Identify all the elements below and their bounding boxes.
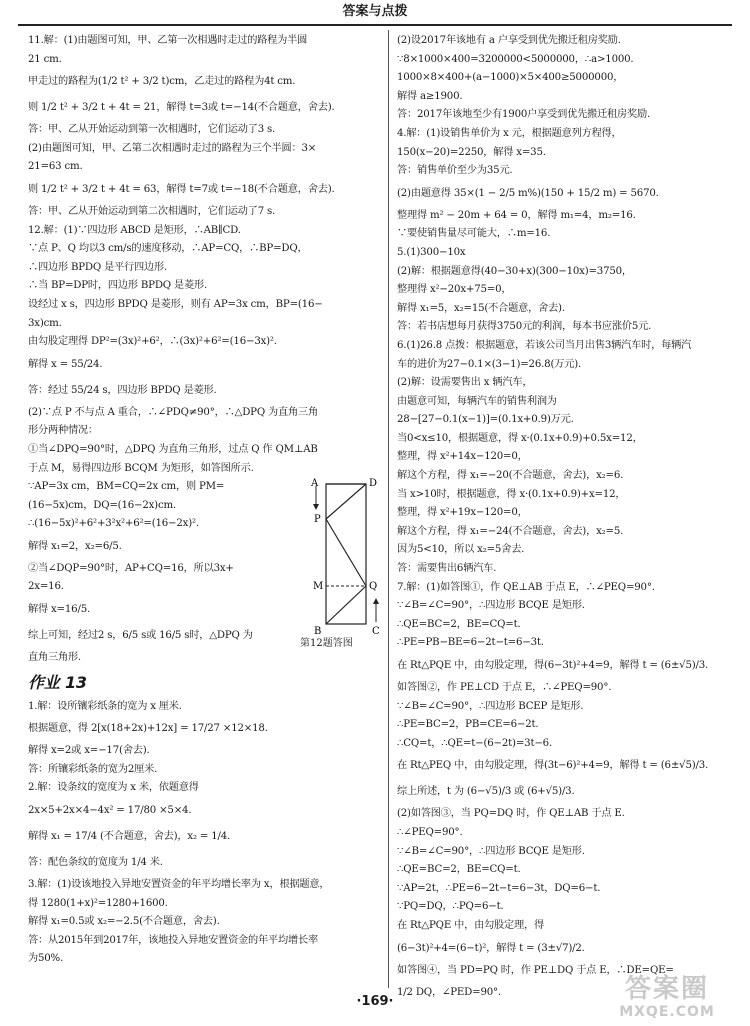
text-line: 如答图②，作 PE⊥CD 于点 E，∴∠PEQ=90°. — [397, 682, 612, 693]
text-line: ①当∠DPQ=90°时，△DPQ 为直角三角形，过点 Q 作 QM⊥AB — [28, 443, 318, 455]
segment-pq — [326, 519, 366, 586]
text-line: 答：所镶彩纸条的宽为2厘米. — [28, 763, 158, 775]
text-line: 解得 x=2或 x=−17(舍去). — [28, 745, 150, 757]
text-line: ∵∠B=∠C=90°，∴四边形 BCQE 是矩形. — [397, 845, 585, 857]
text-line: 21=63 cm. — [28, 161, 83, 173]
text-line: 答：2017年该地至少有1900户享受到优先搬迁租房奖励. — [397, 109, 651, 121]
text-line: 整理得 m² − 20m + 64 = 0，解得 m₁=4，m₂=16. — [397, 209, 636, 221]
text-line: 28−[27−0.1(x−1)]=(0.1x+0.9)万元. — [397, 414, 574, 426]
text-line: ∵8×1000×400=3200000<5000000，∴a>1000. — [397, 53, 634, 65]
text-line: ∴QE=BC=2，BE=CQ=t. — [397, 618, 521, 630]
text-line: ∴当 BP=DP时，四边形 BPDQ 是菱形. — [28, 280, 207, 292]
text-line: 综上可知，经过2 s，6/5 s或 16/5 s时，△DPQ 为 — [28, 630, 253, 642]
header-rule — [18, 24, 732, 26]
text-line: 车的进价为27−0.1×(3−1)=26.8(万元). — [397, 358, 582, 370]
text-line: ∵点 P、Q 均以3 cm/s的速度移动，∴AP=CQ，∴BP=DQ， — [28, 243, 308, 255]
text-line: 则 1/2 t² + 3/2 t + 4t = 21，解得 t=3或 t=−14(不合题意，舍去). — [28, 102, 335, 114]
text-line: 在 Rt△PQE 中，由勾股定理，得 — [397, 919, 544, 931]
text-line: 综上所述，t 为 (6−√5)/3 或 (6+√5)/3. — [397, 786, 575, 798]
arrow-c-head — [373, 598, 379, 604]
text-line: 根据题意，得 2[x(18+2x)+12x] = 17/27 ×12×18. — [28, 723, 268, 735]
text-line: 6.(1)26.8 点拨：根据题意，若该公司当月出售3辆汽车时，每辆汽 — [397, 339, 692, 351]
text-line: ∵∠B=∠C=90°，∴四边形 BCEP 是矩形. — [397, 700, 584, 712]
label-q: Q — [369, 581, 378, 592]
text-line: 答：从2015年到2017年，该地投入异地安置资金的年平均增长率 — [28, 934, 318, 946]
text-line: ∴∠PEQ=90°. — [397, 826, 463, 838]
text-line: 解得 a≥1900. — [397, 90, 463, 102]
text-line: (2)由题图可知，甲、乙第二次相遇时走过的路程为三个半圆：3× — [28, 142, 317, 154]
text-line: 答：若书店想每月获得3750元的利润，每本书应涨价5元. — [397, 321, 652, 333]
text-line: 21 cm. — [28, 53, 62, 65]
watermark-text-top: 答案圈 — [624, 974, 709, 1004]
text-line: 2x=16. — [28, 581, 64, 593]
text-line: 整理，得 x²+19x−120=0， — [397, 507, 528, 519]
text-line: 答：经过 55/24 s，四边形 BPDQ 是菱形. — [28, 384, 217, 396]
header-title: 答案与点拨 — [342, 4, 408, 19]
text-line: (16−5x)cm，DQ=(16−2x)cm. — [28, 499, 176, 511]
text-line: ∴PE=PB−BE=6−2t−t=6−3t. — [397, 637, 544, 649]
text-line: ∴四边形 BPDQ 是平行四边形. — [28, 261, 168, 273]
watermark-text-bottom: MXQE.COM — [619, 1004, 715, 1020]
text-line: ∵AP=2t，∴PE=6−2t−t=6−3t，DQ=6−t. — [397, 882, 601, 894]
text-line: 由勾股定理得 DP²=(3x)²+6²，∴(3x)²+6²=(16−3x)². — [28, 336, 277, 348]
right-column — [397, 32, 732, 1006]
text-line: 1000×8×400+(a−1000)×5×400≥5000000， — [397, 72, 624, 84]
text-line: 解得 x=16/5. — [28, 604, 91, 616]
section-title: 作业 13 — [28, 672, 87, 692]
label-d: D — [369, 478, 378, 489]
text-line: (2)由题意得 35×(1 − 2/5 m%)(150 + 15/2 m) = 5670. — [397, 187, 659, 199]
text-line: 直角三角形. — [28, 652, 81, 664]
text-line: 7.解：(1)如答图①，作 QE⊥AB 于点 E，∴∠PEQ=90°. — [397, 581, 655, 593]
segment-qb — [326, 586, 366, 624]
text-line: 整理得 x²−20x+75=0， — [397, 284, 512, 296]
text-line: 答：配色条纹的宽度为 1/4 米. — [28, 857, 163, 869]
text-line: (2)设2017年该地有 a 户享受到优先搬迁租房奖励. — [397, 35, 621, 46]
text-line: 解得 x₁=5，x₂=15(不合题意，舍去). — [397, 302, 565, 314]
text-line: 解这个方程，得 x₁=−20(不合题意，舍去)，x₂=6. — [397, 470, 624, 482]
text-line: 整理，得 x²+14x−120=0， — [397, 451, 528, 463]
geometry-figure — [310, 474, 388, 639]
label-a: A — [311, 478, 319, 489]
text-line: (2)如答图③，当 PQ=DQ 时，作 QE⊥AB 于点 E. — [397, 808, 625, 820]
text-line: 如答图④，当 PD=PQ 时，作 PE⊥DQ 于点 E，∴DE=QE= — [397, 964, 674, 976]
text-line: 当 x>10时，根据题意，得 x·(0.1x+0.9)+x=12， — [397, 488, 626, 500]
text-line: 设经过 x s，四边形 BPDQ 是菱形，则有 AP=3x cm，BP=(16− — [28, 298, 323, 310]
text-line: ∴(16−5x)²+6²+3²x²+6²=(16−2x)². — [28, 518, 199, 530]
text-line: 答：甲、乙从开始运动到第一次相遇时，它们运动了3 s. — [28, 124, 276, 136]
arrow-a-head — [313, 504, 319, 510]
text-line: ∴CQ=t，∴QE=t−(6−2t)=3t−6. — [397, 737, 552, 749]
text-line: (2)∵点 P 不与点 A 重合，∴∠PDQ≠90°，∴△DPQ 为直角三角 — [28, 406, 318, 418]
text-line: 解这个方程，得 x₁=−24(不合题意，舍去)，x₂=5. — [397, 525, 624, 537]
text-line: ∵要使销售量尽可能大，∴m=16. — [397, 228, 551, 240]
text-line: 3.解：(1)设该地投入异地安置资金的年平均增长率为 x，根据题意， — [28, 879, 330, 891]
text-line: 2x×5+2x×4−4x² = 17/80 ×5×4. — [28, 805, 192, 817]
text-line: 甲走过的路程为(1/2 t² + 3/2 t)cm，乙走过的路程为4t cm. — [28, 76, 296, 88]
label-m: M — [313, 581, 324, 592]
text-line: ∵∠B=∠C=90°，∴四边形 BCQE 是矩形. — [397, 600, 585, 612]
text-line: 3x)cm. — [28, 317, 62, 329]
text-line: (2)解：根据题意得(40−30+x)(300−10x)=3750， — [397, 265, 632, 277]
column-divider — [388, 30, 389, 988]
text-line: 答：需要售出6辆汽车. — [397, 563, 497, 575]
text-line: 12.解：(1)∵四边形 ABCD 是矩形，∴AB∥CD. — [28, 224, 241, 236]
text-line: 4.解：(1)设销售单价为 x 元，根据题意列方程得， — [397, 127, 622, 139]
text-line: 在 Rt△PQE 中，由勾股定理，得(6−3t)²+4=9，解得 t = (6±√5)/3. — [397, 660, 709, 671]
text-line: 形分两种情况： — [28, 425, 98, 437]
text-line: ∵PQ=DQ，∴PQ=6−t. — [397, 901, 504, 913]
text-line: ∴QE=BC=2，BE=CQ=t. — [397, 864, 521, 876]
figure-svg — [310, 474, 388, 639]
text-line: 由题意可知，每辆汽车的销售利润为 — [397, 395, 557, 407]
text-line: 1/2 DQ，∠PED=90°. — [397, 987, 501, 999]
text-line: 在 Rt△PEQ 中，由勾股定理，得(3t−6)²+4=9，解得 t = (6±√5)/3. — [397, 760, 709, 772]
text-line: 1.解：设所镶彩纸条的宽为 x 厘米. — [28, 700, 182, 712]
text-line: 解得 x₁ = 17/4 (不合题意，舍去)，x₂ = 1/4. — [28, 831, 231, 843]
segment-dp — [326, 484, 366, 519]
text-line: 150(x−20)=2250，解得 x=35. — [397, 146, 546, 158]
text-line: 于点 M，易得四边形 BCQM 为矩形，如答图所示. — [28, 462, 254, 474]
label-c: C — [372, 626, 380, 637]
text-line: 解得 x₁=0.5或 x₂=−2.5(不合题意，舍去). — [28, 916, 220, 928]
text-line: 为50%. — [28, 953, 64, 965]
text-line: 因为5<10，所以 x₂=5舍去. — [397, 544, 525, 556]
text-line: ∵AP=3x cm，BM=CQ=2x cm，则 PM= — [28, 481, 225, 493]
text-line: 答：销售单价至少为35元. — [397, 165, 513, 177]
figure-caption: 第12题答图 — [300, 638, 353, 649]
text-line: (2)解：设需要售出 x 辆汽车， — [397, 377, 533, 389]
text-line: (6−3t)²+4=(6−t)²，解得 t = (3±√7)/2. — [397, 942, 585, 954]
label-b: B — [314, 626, 322, 637]
text-line: 11.解：(1)由题图可知，甲、乙第一次相遇时走过的路程为半圆 — [28, 35, 308, 46]
text-line: 答：甲、乙从开始运动到第二次相遇时，它们运动了7 s. — [28, 205, 276, 217]
label-p: P — [314, 514, 321, 525]
text-line: 当0<x≤10，根据题意，得 x·(0.1x+0.9)+0.5x=12， — [397, 432, 643, 444]
text-line: ②当∠DQP=90°时，AP+CQ=16，所以3x+ — [28, 562, 234, 574]
rectangle-abcd — [326, 484, 366, 624]
watermark-logo — [592, 974, 742, 1022]
text-line: 得 1280(1+x)²=1280+1600. — [28, 897, 168, 909]
page-header — [0, 0, 750, 24]
text-line: 5.(1)300−10x — [397, 246, 466, 258]
text-line: ∴PE=BC=2，PB=CE=6−2t. — [397, 719, 539, 731]
text-line: 则 1/2 t² + 3/2 t + 4t = 63，解得 t=7或 t=−18(不合题意，舍去). — [28, 183, 335, 195]
text-line: 解得 x = 55/24. — [28, 358, 103, 370]
text-line: 2.解：设条纹的宽度为 x 米，依题意得 — [28, 782, 199, 794]
page-number: ·169· — [356, 994, 394, 1009]
text-line: 解得 x₁=2，x₂=6/5. — [28, 540, 122, 552]
